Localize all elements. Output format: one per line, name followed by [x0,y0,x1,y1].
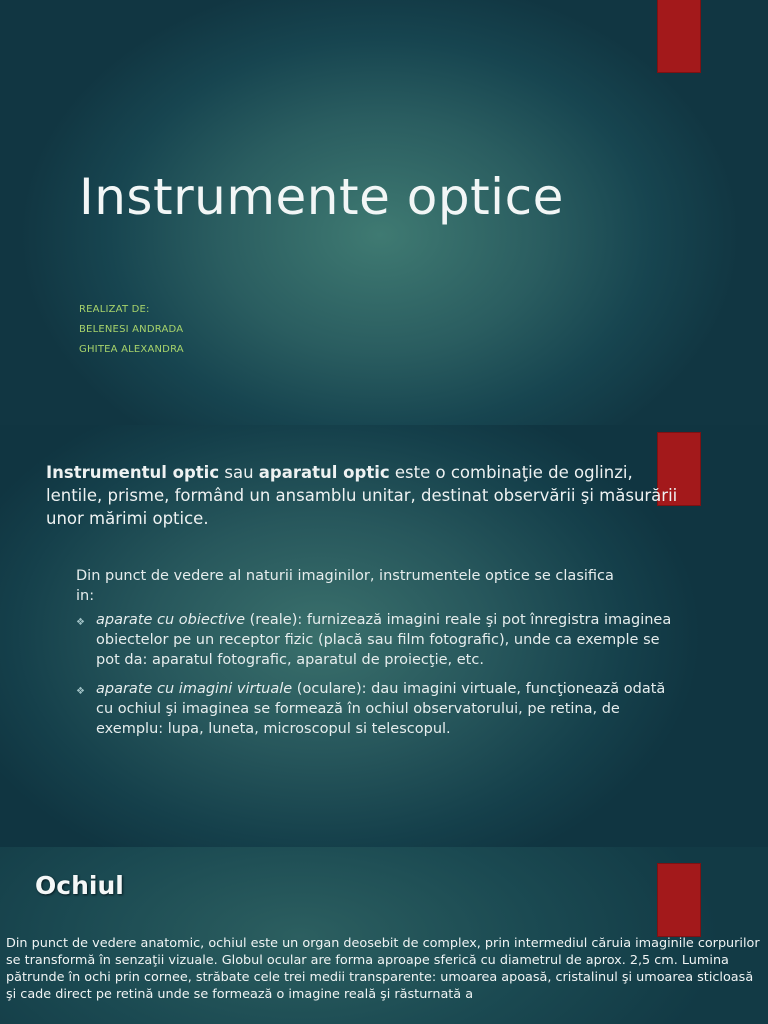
eye-slide [0,847,768,1024]
section-heading: Ochiul [35,871,124,900]
bullet-text: (reale): furnizează imagini reale şi pot înregistra imaginea obiectelor pe un receptor fizic (placă sau film fotografic), unde ca exemple se pot da: aparatul fotografic, aparatul de proiecţie, etc. [96,612,672,668]
bullet-term: aparate cu obiective [96,612,246,628]
credits-label: REALIZAT DE: [79,304,150,315]
definition-paragraph [46,461,686,530]
term-aparat: aparatul optic [258,463,390,482]
definition-slide [0,425,768,847]
presentation-title: Instrumente optice [79,168,564,226]
connector-text: sau [219,463,259,482]
term-instrument: Instrumentul optic [46,463,220,482]
list-item [76,610,686,670]
classification-list [76,610,686,748]
eye-paragraph: Din punct de vedere anatomic, ochiul este un organ deosebit de complex, prin intermediul căruia imaginile corpurilor se transformă în senzaţii vizuale. Globul ocular are forma aproape sferică cu diametrul de aprox. 2,5 cm. Lumina pătrunde în ochi prin cornee, străbate cele trei medii transparente: umoarea apoasă, cristalinul şi umoarea sticloasă şi cade direct pe retină unde se formează o imagine reală şi răsturnată a [6,936,760,1002]
author-name: BELENESI ANDRADA [79,324,184,335]
bullet-term: aparate cu imagini virtuale [96,681,293,697]
author-name: GHITEA ALEXANDRA [79,344,184,355]
bullet-text: (oculare): dau imagini virtuale, funcţionează odată cu ochiul şi imaginea se formează în ochiul observatorului, pe retina, de exemplu: lupa, luneta, microscopul si telescopul. [96,681,666,737]
classification-lead: Din punct de vedere al naturii imaginilor, instrumentele optice se clasifica in: [76,568,614,604]
author-credits [79,300,184,360]
title-slide [0,0,768,425]
definition-text: este o combinaţie de oglinzi, lentile, prisme, formând un ansamblu unitar, destinat observării şi măsurării unor mărimi optice. [46,463,678,528]
accent-bar [658,0,700,72]
diamond-bullet-icon: ❖ [76,686,85,697]
accent-bar [658,864,700,936]
list-item [76,679,686,739]
diamond-bullet-icon: ❖ [76,617,85,628]
